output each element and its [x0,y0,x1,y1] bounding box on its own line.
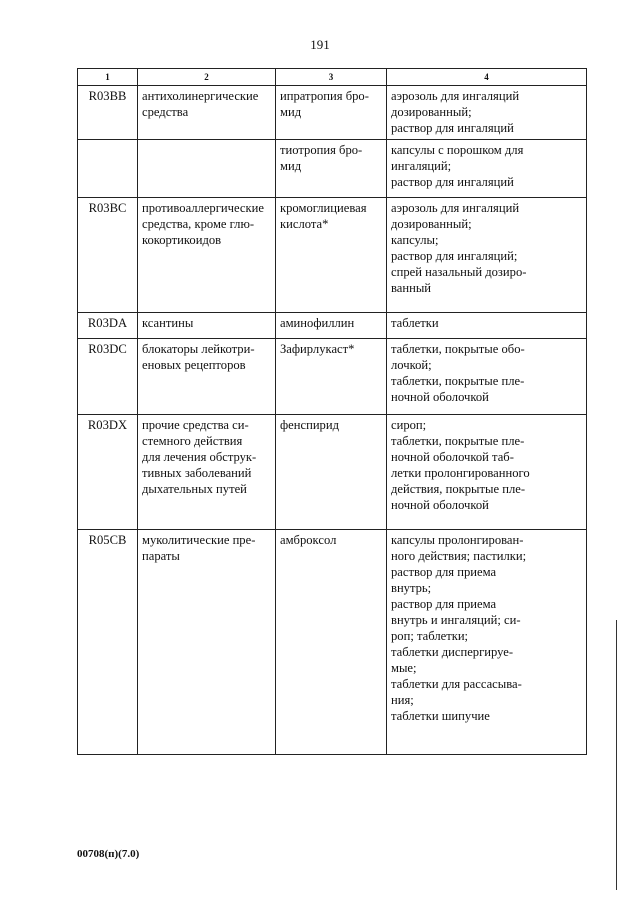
cell-line: прочие средства си- [142,418,249,432]
cell-line: блокаторы лейкотри- [142,342,255,356]
drug-name-cell [276,530,387,755]
group-cell [138,530,276,755]
cell-line: сироп; [391,418,427,432]
cell-line: раствор для ингаляций [391,175,514,189]
dosage-forms-cell [387,140,587,198]
cell-line: тиотропия бро- [280,143,363,157]
cell-line: мые; [391,661,417,675]
cell-line: кислота* [280,217,329,231]
cell-line: раствор для ингаляций [391,121,514,135]
cell-line: таблетки, покрытые пле- [391,374,525,388]
cell-line: дозированный; [391,217,472,231]
cell-line: ночной оболочкой [391,390,489,404]
table-row [78,86,587,140]
cell-line: роп; таблетки; [391,629,469,643]
atc-code-cell: R03BB [78,86,138,140]
cell-line: аэрозоль для ингаляций [391,89,520,103]
dosage-forms-cell [387,86,587,140]
cell-line: для лечения обструк- [142,450,257,464]
table-row [78,140,587,198]
dosage-forms-cell [387,313,587,339]
cell-line: аминофиллин [280,316,355,330]
dosage-forms-cell [387,415,587,530]
cell-line: таблетки диспергируе- [391,645,514,659]
group-cell [138,198,276,313]
cell-line: кромоглициевая [280,201,367,215]
table-row [78,198,587,313]
cell-line: ксантины [142,316,194,330]
drug-name-cell [276,198,387,313]
cell-line: ного действия; пастилки; [391,549,527,563]
cell-line: ингаляций; [391,159,452,173]
cell-line: дыхательных путей [142,482,247,496]
cell-line: дозированный; [391,105,472,119]
cell-line: ипратропия бро- [280,89,369,103]
group-cell [138,140,276,198]
table-row [78,530,587,755]
atc-code-cell: R03DA [78,313,138,339]
cell-line: кокортикоидов [142,233,222,247]
cell-line: средства [142,105,189,119]
group-cell [138,86,276,140]
margin-line [616,620,617,890]
cell-line: параты [142,549,180,563]
cell-line: раствор для приема [391,565,497,579]
cell-line: таблетки [391,316,439,330]
atc-code-cell: R03DC [78,339,138,415]
drug-name-cell [276,313,387,339]
cell-line: таблетки, покрытые обо- [391,342,525,356]
atc-code-cell [78,140,138,198]
cell-line: раствор для приема [391,597,497,611]
cell-line: муколитические пре- [142,533,256,547]
table-row [78,339,587,415]
cell-line: аэрозоль для ингаляций [391,201,520,215]
drug-name-cell [276,86,387,140]
column-header: 2 [138,69,276,86]
cell-line: мид [280,105,302,119]
cell-line: капсулы с порошком для [391,143,524,157]
dosage-forms-cell [387,530,587,755]
cell-line: лочкой; [391,358,432,372]
dosage-forms-cell [387,339,587,415]
group-cell [138,313,276,339]
cell-line: капсулы; [391,233,439,247]
page-number: 191 [310,37,330,52]
table-body [78,86,587,755]
group-cell [138,415,276,530]
cell-line: таблетки, покрытые пле- [391,434,525,448]
cell-line: таблетки для рассасыва- [391,677,522,691]
cell-line: спрей назальный дозиро- [391,265,527,279]
cell-line: внутрь и ингаляций; си- [391,613,521,627]
group-cell [138,339,276,415]
drug-name-cell [276,140,387,198]
cell-line: таблетки шипучие [391,709,490,723]
cell-line: тивных заболеваний [142,466,252,480]
cell-line: ванный [391,281,432,295]
column-header: 1 [78,69,138,86]
cell-line: раствор для ингаляций; [391,249,518,263]
cell-line: стемного действия [142,434,243,448]
cell-line: действия, покрытые пле- [391,482,526,496]
cell-line: ночной оболочкой таб- [391,450,514,464]
drug-name-cell [276,339,387,415]
cell-line: еновых рецепторов [142,358,246,372]
cell-line: фенспирид [280,418,340,432]
cell-line: Зафирлукаст* [280,342,355,356]
dosage-forms-cell [387,198,587,313]
cell-line: летки пролонгированного [391,466,530,480]
cell-line: антихолинергические [142,89,259,103]
atc-code-cell: R03DX [78,415,138,530]
atc-code-cell: R05CB [78,530,138,755]
cell-line: внутрь; [391,581,432,595]
table-row [78,415,587,530]
table-row [78,313,587,339]
cell-line: противоаллергические [142,201,264,215]
drug-table [77,68,587,755]
cell-line: ния; [391,693,414,707]
table-header-row [78,69,587,86]
document-code: 00708(п)(7.0) [77,848,140,860]
atc-code-cell: R03BC [78,198,138,313]
cell-line: амброксол [280,533,337,547]
cell-line: ночной оболочкой [391,498,489,512]
column-header: 3 [276,69,387,86]
cell-line: мид [280,159,302,173]
cell-line: средства, кроме глю- [142,217,255,231]
cell-line: капсулы пролонгирован- [391,533,524,547]
drug-name-cell [276,415,387,530]
column-header: 4 [387,69,587,86]
